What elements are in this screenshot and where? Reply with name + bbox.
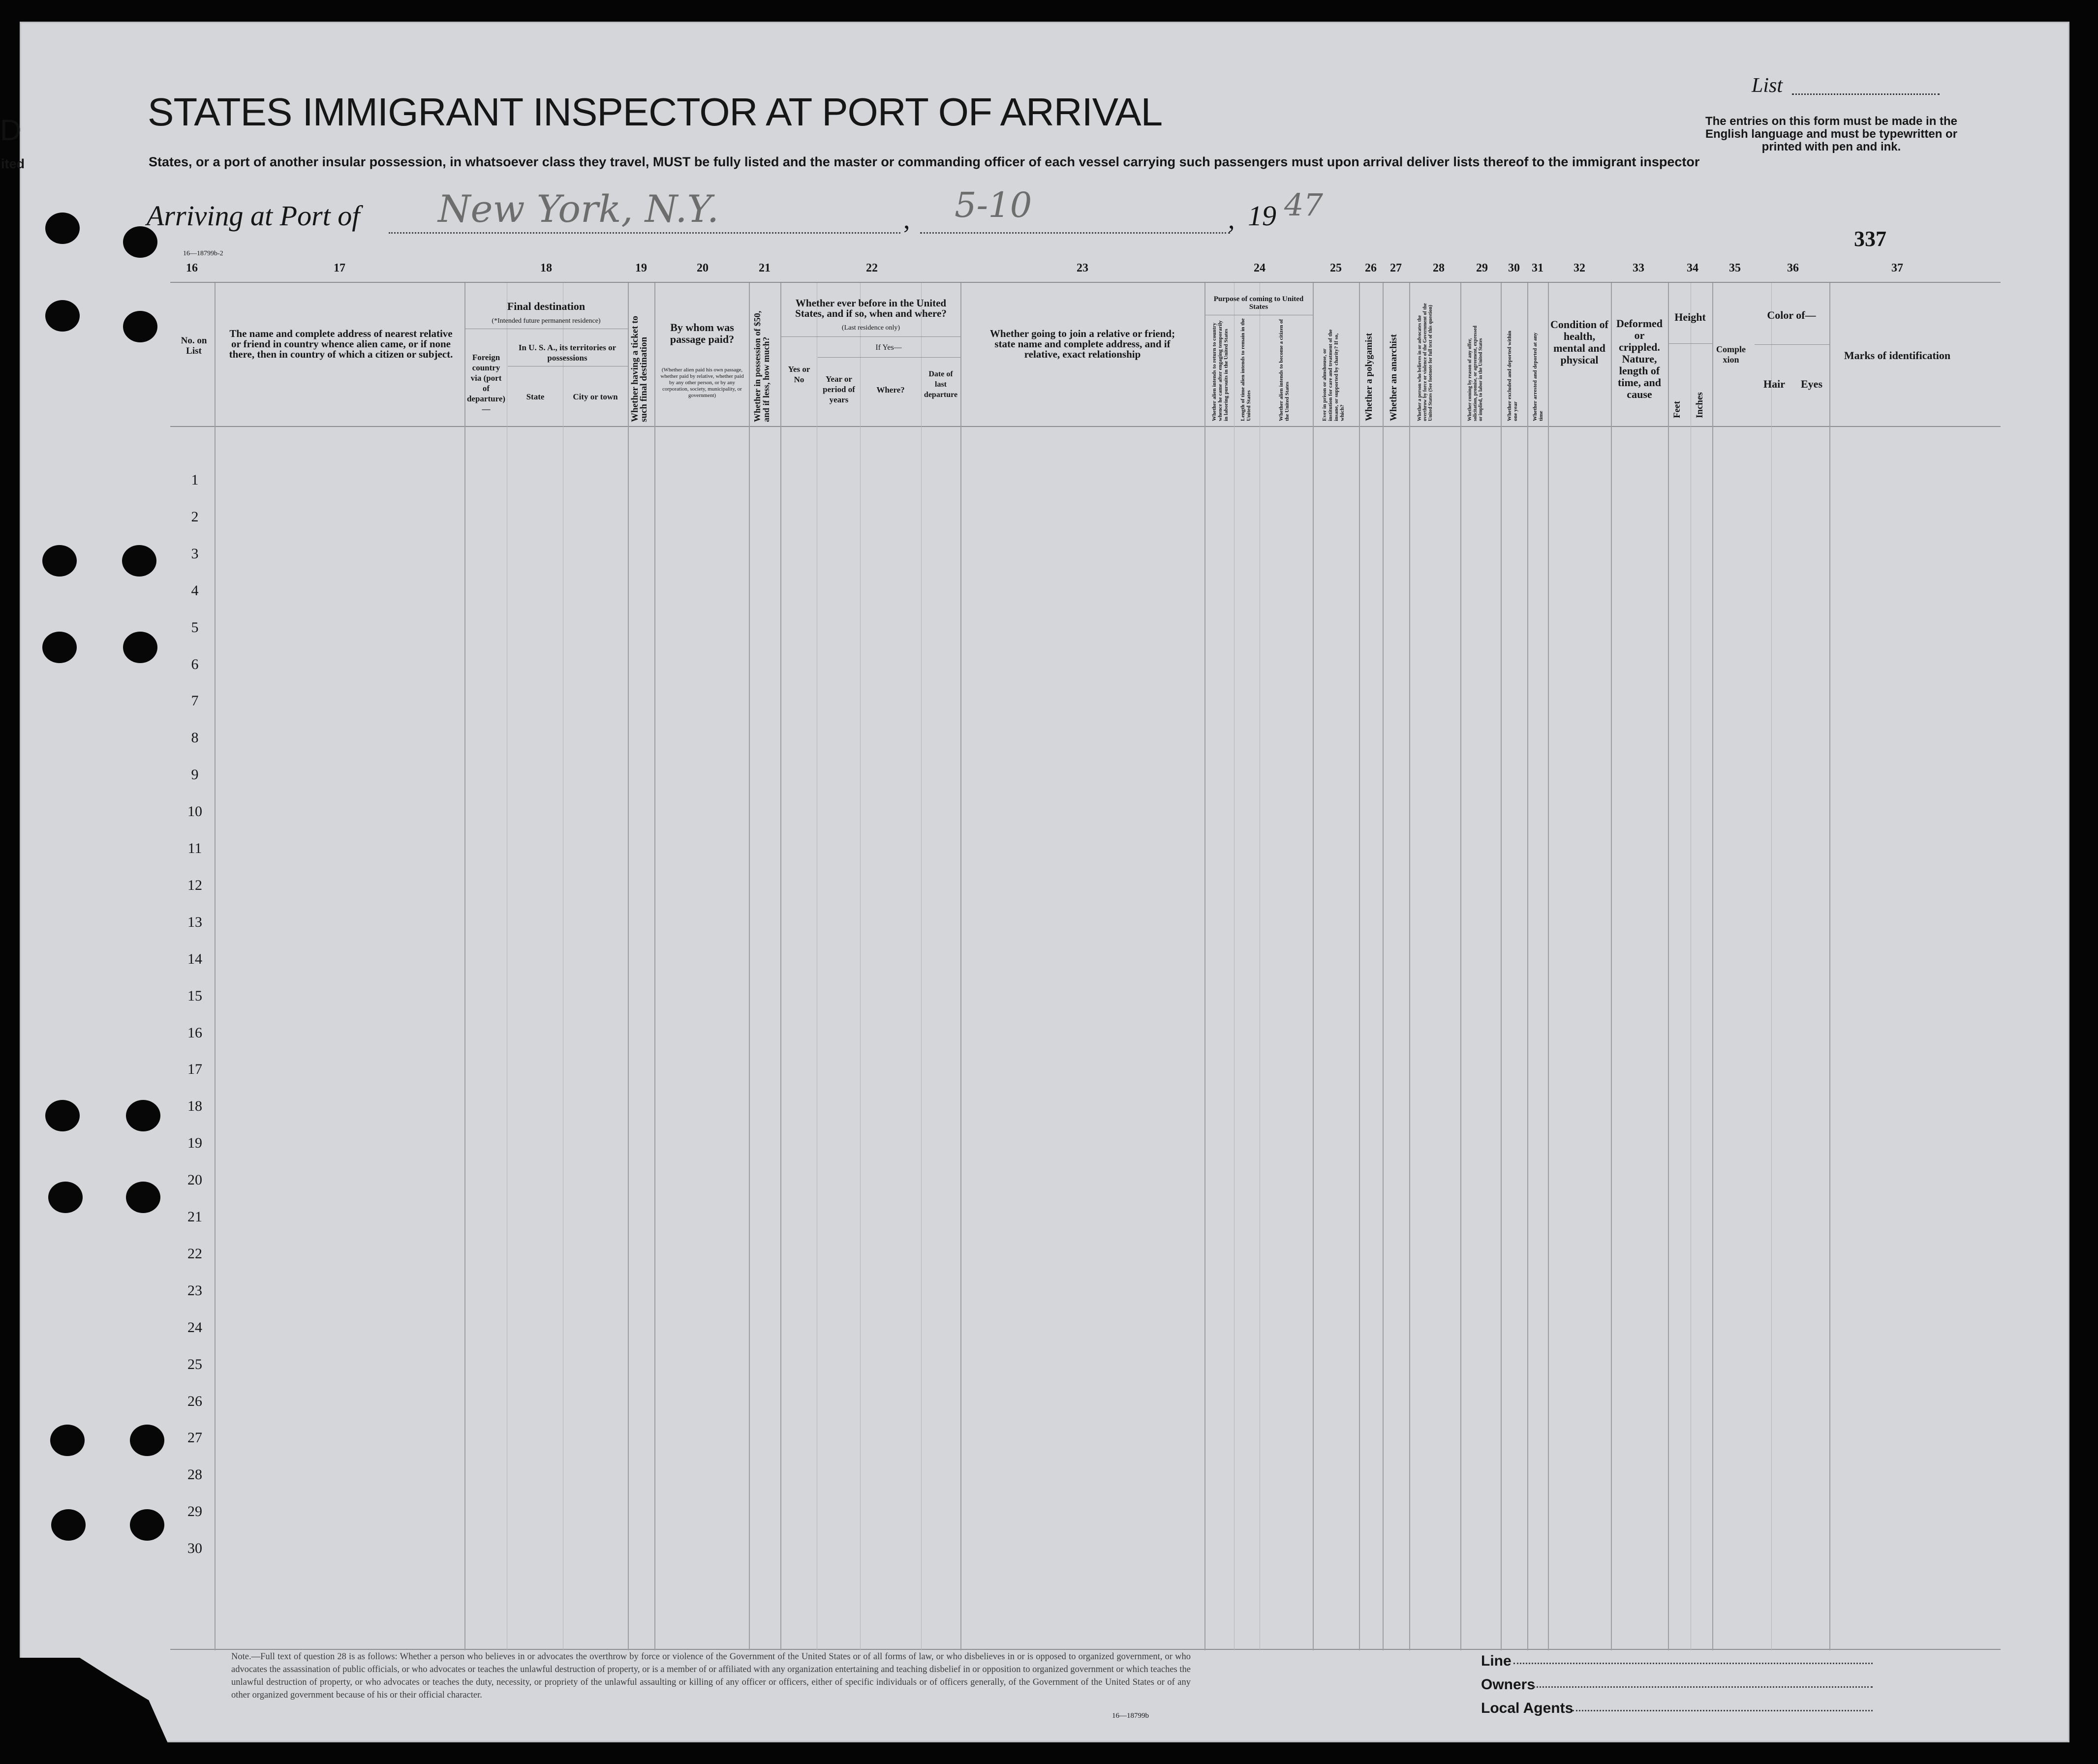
row-number: 13 — [187, 913, 202, 930]
col-number: 36 — [1787, 262, 1799, 274]
col-divider — [1771, 283, 1772, 1650]
col-divider — [1501, 283, 1502, 1650]
header-no-on-list: No. on List — [181, 335, 207, 356]
col-number: 16 — [186, 262, 198, 274]
col-divider — [1359, 283, 1360, 1650]
punch-hole — [130, 1425, 164, 1456]
header-prison: Ever in prison or almshouse, or institution for care and treatment of the insane, or supported by charity? If so, which? — [1322, 329, 1345, 421]
row-number: 21 — [187, 1209, 202, 1225]
header-where: Where? — [876, 385, 905, 395]
header-marks-identification: Marks of identification — [1844, 349, 1951, 362]
owners-label: Owners — [1481, 1676, 1536, 1693]
col-divider — [464, 283, 465, 1650]
header-yes-or-no: Yes or No — [788, 365, 810, 384]
col-divider — [921, 283, 922, 1650]
punch-hole — [123, 632, 157, 663]
header-health: Condition of health, mental and physical — [1550, 318, 1608, 366]
col-divider — [1383, 283, 1384, 1650]
header-offer-labor: Whether coming by reason of any offer, solicitation, promise, or agreement, expressed or implied, to labor in the United States — [1467, 326, 1483, 421]
row-number: 25 — [187, 1356, 202, 1372]
col-number: 24 — [1254, 262, 1265, 274]
header-going-to-join: Whether going to join a relative or friend; state name and complete address, and if relative, exact relationship — [989, 328, 1175, 360]
small-form-number: 16—18799b-2 — [183, 250, 223, 257]
header-ticket: Whether having a ticket to such final destination — [630, 315, 649, 422]
instructions-note: The entries on this form must be made in the English language and must be typewritten or printed with pen and ink. — [1705, 115, 1958, 153]
col-divider — [1409, 283, 1410, 1650]
row-number: 4 — [191, 582, 199, 599]
punch-hole — [45, 300, 80, 332]
punch-hole — [45, 213, 80, 244]
row-number: 11 — [187, 840, 202, 856]
punch-hole — [50, 1425, 85, 1456]
header-final-destination-note: (*Intended future permanent residence) — [492, 317, 601, 325]
col-divider — [1611, 283, 1612, 1650]
col-divider — [215, 283, 216, 1650]
header-passage-paid-note: (Whether alien paid his own passage, whether paid by relative, whether paid by any other person, or by any corporation, society, municipality, or government) — [660, 367, 744, 398]
col-divider — [1460, 283, 1461, 1650]
col-divider — [780, 283, 781, 1650]
year-handwriting: 47 — [1284, 187, 1323, 223]
row-number: 18 — [187, 1098, 202, 1115]
row-number: 26 — [187, 1393, 202, 1409]
port-handwriting: New York, N.Y. — [438, 187, 719, 231]
punch-hole — [48, 1182, 83, 1213]
header-inches: Inches — [1695, 392, 1705, 418]
col-number: 21 — [759, 262, 771, 274]
punch-hole — [126, 1182, 160, 1213]
header-if-yes: If Yes— — [875, 343, 902, 352]
owners-field[interactable] — [1533, 1686, 1873, 1688]
punch-hole — [122, 545, 156, 577]
header-overthrow: Whether a person who believes in or advocates the overthrow by force or violence of the Government of the United States (See footnote for full text of this question) — [1417, 303, 1433, 421]
header-complexion: Complexion — [1716, 344, 1746, 365]
header-purpose-length: Length of time alien intends to remain in the United States — [1240, 318, 1252, 421]
col-number: 18 — [540, 262, 552, 274]
row-number: 3 — [191, 545, 199, 562]
punch-hole — [45, 1100, 80, 1131]
port-field[interactable] — [389, 232, 900, 234]
col-divider — [749, 283, 750, 1650]
row-number: 12 — [187, 877, 202, 893]
left-edge-letter: D — [0, 114, 22, 147]
form-subtitle: States, or a port of another insular possession, in whatsoever class they travel, MUST be fully listed and the master or commanding officer of each vessel carrying such passengers must upon arrival deliver lists thereof to the immigrant inspector — [149, 154, 1700, 169]
row-number: 7 — [191, 693, 199, 709]
header-state: State — [526, 392, 545, 401]
row-number: 29 — [187, 1503, 202, 1520]
col-divider — [1548, 283, 1549, 1650]
col-number: 31 — [1532, 262, 1543, 274]
header-final-destination: Final destination — [507, 300, 586, 312]
header-foreign-country: Foreign country via (port of departure)— — [466, 353, 506, 414]
col-number: 35 — [1729, 262, 1741, 274]
header-bottom-rule — [170, 426, 2001, 427]
row-number: 30 — [187, 1540, 202, 1557]
row-number: 8 — [191, 730, 199, 746]
row-number: 15 — [187, 987, 202, 1004]
header-passage-paid: By whom was passage paid? — [670, 321, 735, 345]
punch-hole — [42, 632, 77, 663]
header-polygamist: Whether a polygamist — [1364, 333, 1374, 421]
header-fifty-dollars: Whether in possession of $50, and if less, how much? — [752, 310, 771, 422]
col-divider — [654, 283, 655, 1650]
col-number: 26 — [1365, 262, 1377, 274]
header-in-usa: In U. S. A., its territories or possessions — [518, 343, 617, 363]
header-top-rule — [170, 282, 2001, 283]
local-agents-label: Local Agents — [1481, 1700, 1574, 1716]
row-number: 2 — [191, 508, 199, 525]
row-number: 28 — [187, 1466, 202, 1483]
comma: , — [903, 205, 910, 234]
col-divider — [1313, 283, 1314, 1650]
row-number: 22 — [187, 1245, 202, 1262]
header-subrule — [781, 336, 960, 337]
col-divider — [960, 283, 961, 1650]
header-subrule — [818, 357, 960, 358]
col-number: 27 — [1390, 262, 1402, 274]
row-number: 1 — [191, 472, 199, 488]
header-purpose: Purpose of coming to United States — [1213, 295, 1304, 311]
header-feet: Feet — [1672, 401, 1682, 418]
col-divider — [1829, 283, 1830, 1650]
punch-hole — [123, 311, 157, 342]
header-city-or-town: City or town — [573, 392, 618, 401]
col-divider — [1668, 283, 1669, 1650]
local-agents-field[interactable] — [1573, 1710, 1873, 1711]
punch-hole — [42, 545, 77, 577]
row-number: 14 — [187, 950, 202, 967]
header-date-last-departure: Date of last departure — [924, 370, 958, 399]
header-arrested: Whether arrested and deported at any time — [1532, 332, 1544, 421]
list-label: List — [1752, 74, 1783, 97]
comma: , — [1228, 205, 1235, 234]
col-divider — [860, 283, 861, 1650]
header-excluded: Whether excluded and deported within one year — [1507, 331, 1518, 421]
punch-hole — [130, 1509, 164, 1541]
table-bottom-rule — [170, 1649, 2001, 1650]
row-number: 5 — [191, 619, 199, 636]
row-number: 24 — [187, 1319, 202, 1336]
col-number: 32 — [1574, 262, 1585, 274]
list-number-field[interactable] — [1792, 93, 1940, 95]
row-number: 16 — [187, 1024, 202, 1041]
footnote-question-28: Note.—Full text of question 28 is as follows: Whether a person who believes in or advocates the overthrow by force or violence of the Government of the United States or of all forms of law, or who disbelieves in or is opposed to organized government, or who advocates the assassination of public officials, or who advocates or teaches the unlawful destruction of property, or is a member of or affiliated with any organization entertaining and teaching disbelief in or opposition to organized government or which teaches the unlawful destruction of property, or who advocates or teaches the duty, necessity, or propriety of the unlawful assaulting or killing of any officer or officers, either of specific individuals or of officers generally, of the Government of the United States or of any other organized government because of his or their official character. — [231, 1652, 1191, 1700]
row-number: 23 — [187, 1282, 202, 1299]
header-hair: Hair — [1763, 378, 1785, 390]
header-color-of: Color of— — [1767, 309, 1816, 321]
line-field[interactable] — [1513, 1663, 1873, 1664]
row-number: 17 — [187, 1061, 202, 1078]
col-number: 22 — [866, 262, 878, 274]
col-divider — [628, 283, 629, 1650]
col-number: 25 — [1330, 262, 1342, 274]
header-last-residence: (Last residence only) — [841, 324, 900, 332]
header-ever-before: Whether ever before in the United States, and if so, when and where? — [795, 297, 947, 319]
header-subrule — [1755, 344, 1829, 345]
punch-hole — [126, 1100, 160, 1131]
row-number: 27 — [187, 1429, 202, 1446]
header-eyes: Eyes — [1801, 378, 1822, 390]
row-number: 20 — [187, 1172, 202, 1188]
manifest-sheet — [20, 22, 2069, 1742]
header-nearest-relative: The name and complete address of nearest relative or friend in country whence alien came, or if none there, then in country of which a citizen or subject. — [229, 328, 453, 360]
header-year-period: Year or period of years — [823, 374, 855, 404]
col-number: 28 — [1433, 262, 1445, 274]
form-number: 16—18799b — [1112, 1712, 1149, 1720]
header-anarchist: Whether an anarchist — [1388, 334, 1399, 421]
header-subrule — [1669, 343, 1712, 344]
header-height: Height — [1674, 311, 1706, 323]
col-number: 34 — [1687, 262, 1698, 274]
col-number: 19 — [635, 262, 647, 274]
left-edge-word: ited — [1, 156, 25, 171]
row-number: 6 — [191, 656, 199, 672]
col-number: 20 — [697, 262, 709, 274]
row-number: 9 — [191, 766, 199, 783]
punch-hole — [51, 1509, 86, 1541]
col-divider — [1527, 283, 1528, 1650]
col-number: 17 — [334, 262, 345, 274]
col-number: 29 — [1476, 262, 1488, 274]
arriving-label: Arriving at Port of — [147, 200, 360, 232]
header-purpose-return: Whether alien intends to return to country whence he came after engaging temporarily in laboring pursuits in the United States — [1211, 320, 1229, 421]
header-purpose-citizen: Whether alien intends to become a citizen of the United States — [1278, 319, 1290, 421]
page-number: 337 — [1854, 227, 1886, 251]
col-number: 30 — [1508, 262, 1520, 274]
col-number: 37 — [1891, 262, 1903, 274]
row-number: 10 — [187, 803, 202, 820]
col-divider — [1712, 283, 1713, 1650]
col-number: 33 — [1633, 262, 1644, 274]
year-prefix: 19 — [1248, 200, 1276, 232]
date-field[interactable] — [920, 232, 1230, 234]
col-divider — [1204, 283, 1205, 1650]
form-title: STATES IMMIGRANT INSPECTOR AT PORT OF ARRIVAL — [148, 90, 1163, 134]
line-label: Line — [1481, 1653, 1512, 1669]
row-number: 19 — [187, 1135, 202, 1152]
date-handwriting: 5-10 — [955, 185, 1032, 225]
col-number: 23 — [1077, 262, 1088, 274]
header-deformed: Deformed or crippled. Nature, length of time, and cause — [1616, 317, 1663, 400]
